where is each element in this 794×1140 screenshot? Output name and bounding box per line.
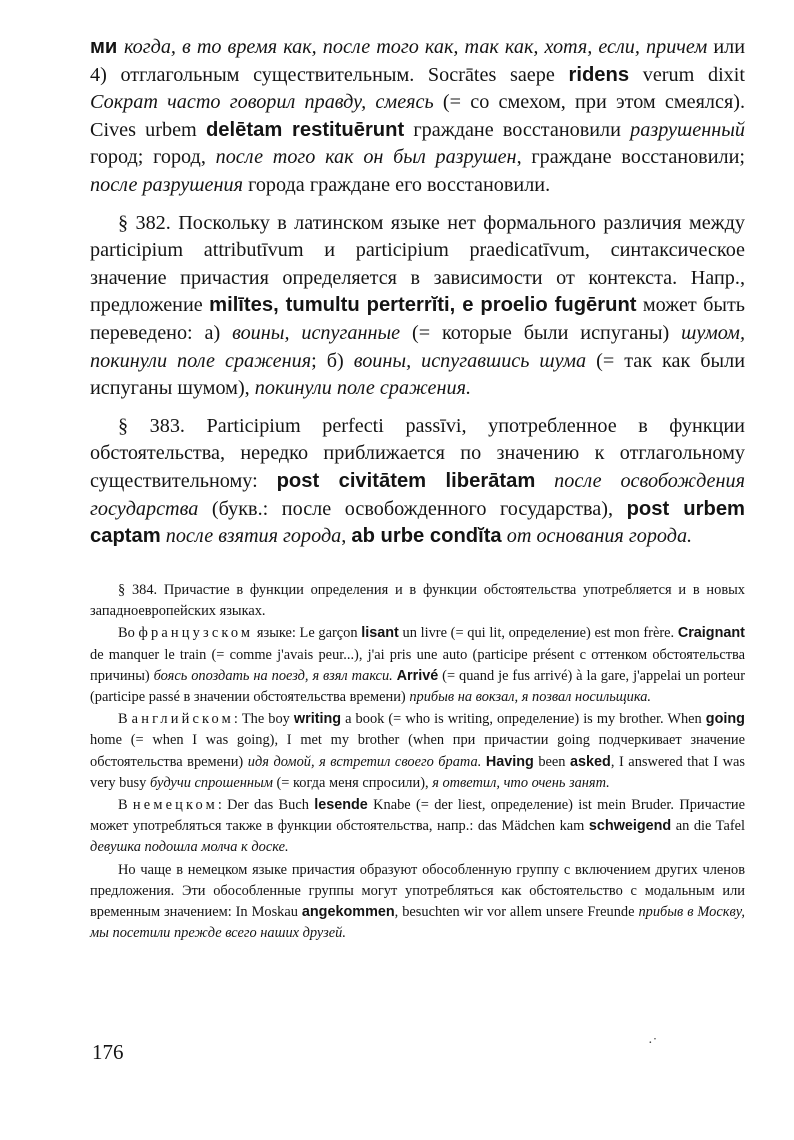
- bold-latin-term: lesende: [314, 797, 368, 814]
- note-paragraph-german-groups: [90, 860, 745, 945]
- italic-translation: прибыв в Москву, мы посетили прежде всего наших друзей.: [90, 904, 745, 942]
- italic-translation: от основания города.: [506, 525, 693, 548]
- italic-translation: после того как он был разрушен: [215, 146, 517, 169]
- text-run: an die Tafel: [671, 818, 746, 835]
- text-run: § 383. Participium perfecti passīvi, употребленное в функции обстоятельства, нередко приближается по значению к отглагольному существительному:: [90, 414, 745, 492]
- note-paragraph-german: [90, 795, 745, 859]
- bold-latin-term: schweigend: [588, 818, 672, 835]
- italic-translation: девушка подошла молча к доске.: [90, 839, 289, 856]
- text-run: (букв.: после освобожденного государства),: [198, 497, 627, 520]
- spaced-language-name: немецком: [132, 797, 218, 814]
- paragraph-383: [90, 413, 745, 551]
- bold-latin-term: post urbem captam: [90, 497, 746, 548]
- italic-translation: покинули поле сражения.: [254, 377, 472, 400]
- main-text: [90, 34, 745, 551]
- bold-latin-term: angekommen: [301, 904, 395, 921]
- bold-latin-term: going: [705, 711, 745, 728]
- scan-speck: ·˙: [648, 1036, 658, 1051]
- text-run: (= когда меня спросили),: [272, 774, 433, 791]
- italic-translation: боясь опоздать на поезд, я взял такси.: [153, 667, 393, 684]
- text-run: , besuchten wir vor allem unsere Freunde: [394, 904, 639, 921]
- bold-latin-term: lisant: [361, 625, 399, 642]
- text-run: (= которые были испуганы): [400, 321, 682, 344]
- text-run: been: [533, 753, 571, 770]
- bold-latin-term: Arrivé: [396, 667, 439, 684]
- italic-translation: будучи спрошенным: [149, 774, 273, 791]
- italic-translation: прибыв на вокзал, я позвал носильщика.: [409, 689, 652, 706]
- italic-translation: шумом, покинули поле сражения: [90, 321, 745, 372]
- spaced-language-name: французском: [138, 625, 254, 642]
- page-number: 176: [92, 1040, 124, 1064]
- text-run: ; б): [311, 349, 354, 372]
- note-section-384: [90, 580, 745, 944]
- bold-latin-term: asked: [570, 753, 611, 770]
- text-run: В: [118, 711, 132, 728]
- text-run: , граждане восстановили;: [516, 146, 746, 169]
- bold-latin-term: milītes, tumultu perterrĭti, e proelio fugērunt: [209, 294, 637, 317]
- text-run: или 4) отглагольным существительным. Socrātes saepe: [90, 36, 745, 86]
- italic-translation: после освобождения государства: [90, 469, 745, 520]
- text-run: home (= when I was going), I met my brother (when при причастии going подчеркивает значение обстоятельства времени): [90, 732, 745, 770]
- text-run: [535, 470, 554, 492]
- text-run: (= так как были испуганы шумом),: [90, 349, 745, 400]
- bold-latin-term: writing: [293, 711, 342, 728]
- bold-latin-term: delētam restituērunt: [205, 118, 405, 141]
- text-run: Но чаще в немецком языке причастия образуют обособленную группу с включением других членов предложения. Эти обособленные группы могут употребляться как обстоятельство с модальным или временным значением: In Moskau: [90, 861, 745, 921]
- note-paragraph-french: [90, 623, 745, 708]
- text-run: § 384. Причастие в функции определения и в функции обстоятельства употребляется и в новых западноевропейских языках.: [90, 582, 745, 620]
- italic-translation: воины, испугавшись шума: [353, 349, 587, 372]
- text-run: Во: [118, 625, 139, 642]
- italic-translation: после разрушения: [90, 173, 244, 196]
- note-paragraph-english: [90, 709, 745, 794]
- text-run: a book (= who is writing, определение) is my brother. When: [341, 711, 706, 728]
- text-run: un livre (= qui lit, определение) est mon frère.: [398, 625, 678, 642]
- text-run: : The boy: [233, 711, 294, 728]
- bold-latin-term: Craignant: [677, 625, 745, 642]
- italic-translation: я ответил, что очень занят.: [432, 774, 610, 791]
- bold-latin-term: Having: [485, 753, 534, 770]
- text-run: (= quand je fus arrivé) à la gare, j'appelai un porteur (participe passé в значении обстоятельства времени): [90, 667, 745, 706]
- italic-translation: идя домой, я встретил своего брата.: [247, 753, 482, 770]
- spaced-language-name: английском: [131, 711, 234, 728]
- italic-translation: воины, испуганные: [232, 321, 401, 344]
- bold-latin-term: ми: [90, 36, 124, 58]
- text-run: ,: [341, 525, 352, 548]
- bold-latin-term: ridens: [568, 63, 630, 86]
- text-run: В: [118, 797, 133, 814]
- italic-translation: когда, в то время как, после того как, так как, хотя, если, причем: [123, 36, 708, 58]
- text-run: языке: Le garçon: [253, 625, 362, 642]
- italic-translation: после взятия города: [165, 525, 342, 548]
- italic-translation: Сократ часто говорил правду, смеясь: [90, 91, 434, 114]
- text-run: de manquer le train (= comme j'avais peur...), j'ai pris une auto (participe présent с оттенком обстоятельства причины): [90, 646, 745, 684]
- text-run: граждане восстановили: [404, 118, 631, 141]
- text-run: Knabe (= der liest, определение) ist mein Bruder. Причастие может употребляться также в функции обстоятельства, напр.: das Mädchen kam: [90, 797, 745, 835]
- text-run: : Der das Buch: [217, 797, 315, 814]
- bold-latin-term: ab urbe condĭta: [351, 525, 502, 548]
- text-run: verum dixit: [629, 63, 745, 86]
- text-run: , I answered that I was very busy: [90, 753, 745, 791]
- text-run: (= со смехом, при этом смеялся). Cives urbem: [90, 91, 745, 141]
- text-run: города граждане его восстановили.: [243, 173, 551, 196]
- bold-latin-term: post civitātem liberātam: [276, 469, 536, 492]
- note-paragraph-384: [90, 580, 745, 622]
- text-run: может быть переведено: а): [90, 294, 745, 344]
- paragraph-382: [90, 210, 745, 403]
- italic-translation: разрушенный: [630, 118, 745, 141]
- text-run: город; город,: [90, 146, 216, 169]
- paragraph-continued: [90, 34, 745, 200]
- text-run: § 382. Поскольку в латинском языке нет формального различия между participium attributīvum и participium praedicatīvum, синтаксическое значение причастия определяется в зависимости от контекста. Напр., предложение: [90, 211, 745, 317]
